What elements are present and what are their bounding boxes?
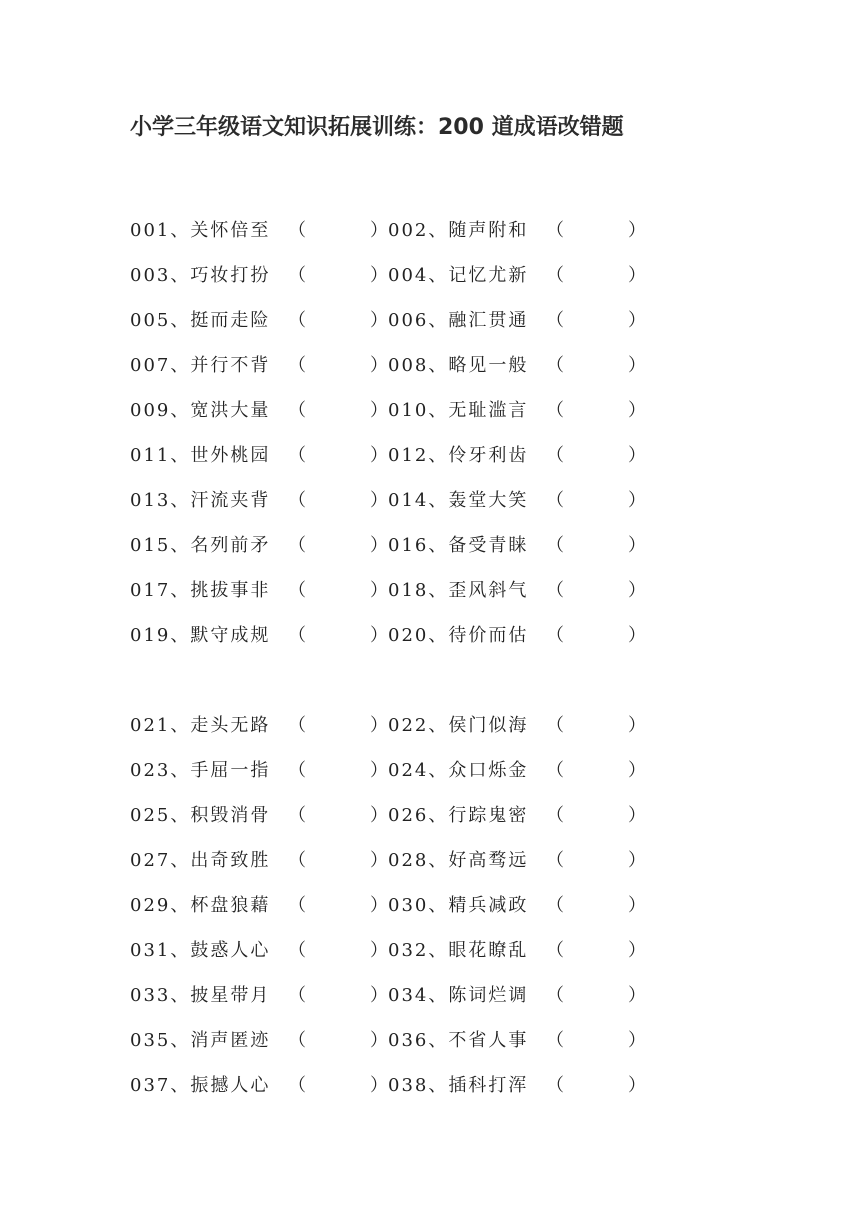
answer-blank-open: （ [546, 715, 566, 736]
answer-blank-open: （ [546, 1075, 566, 1096]
exercise-item [388, 486, 646, 516]
page-title: 小学三年级语文知识拓展训练：200 道成语改错题 [130, 115, 624, 140]
exercise-item [130, 216, 388, 246]
exercise-item [130, 261, 388, 291]
idiom-text: 011、世外桃园 [130, 445, 271, 466]
exercise-row [130, 306, 690, 351]
answer-blank-close: ） [628, 1075, 648, 1096]
answer-blank-open: （ [546, 400, 566, 421]
exercise-item [130, 531, 388, 561]
exercise-item [388, 711, 646, 741]
answer-blank-close: ） [628, 1030, 648, 1051]
exercise-item [388, 396, 646, 426]
answer-blank-open: （ [288, 760, 308, 781]
exercise-item [130, 891, 388, 921]
answer-blank-open: （ [546, 220, 566, 241]
answer-blank-close: ） [628, 220, 648, 241]
idiom-text: 016、备受青睐 [388, 535, 529, 556]
idiom-text: 009、宽洪大量 [130, 400, 271, 421]
answer-blank-open: （ [288, 445, 308, 466]
answer-blank-close: ） [370, 400, 390, 421]
answer-blank-close: ） [628, 760, 648, 781]
idiom-text: 035、消声匿迹 [130, 1030, 271, 1051]
exercise-item [388, 351, 646, 381]
answer-blank-open: （ [546, 760, 566, 781]
answer-blank-open: （ [288, 895, 308, 916]
answer-blank-close: ） [370, 265, 390, 286]
answer-blank-open: （ [288, 1075, 308, 1096]
exercise-item [388, 441, 646, 471]
exercise-item [130, 441, 388, 471]
idiom-text: 036、不省人事 [388, 1030, 529, 1051]
exercise-item [130, 486, 388, 516]
answer-blank-close: ） [628, 580, 648, 601]
exercise-row [130, 1026, 690, 1071]
answer-blank-close: ） [370, 940, 390, 961]
answer-blank-open: （ [546, 1030, 566, 1051]
idiom-text: 020、待价而估 [388, 625, 529, 646]
idiom-text: 027、出奇致胜 [130, 850, 271, 871]
answer-blank-close: ） [370, 1075, 390, 1096]
answer-blank-close: ） [628, 445, 648, 466]
idiom-text: 006、融汇贯通 [388, 310, 529, 331]
idiom-text: 014、轰堂大笑 [388, 490, 529, 511]
idiom-text: 017、挑拔事非 [130, 580, 271, 601]
exercise-item [130, 621, 388, 651]
answer-blank-close: ） [370, 535, 390, 556]
answer-blank-open: （ [288, 625, 308, 646]
answer-blank-open: （ [546, 805, 566, 826]
exercise-item [388, 1071, 646, 1101]
answer-blank-open: （ [546, 850, 566, 871]
answer-blank-close: ） [628, 625, 648, 646]
answer-blank-close: ） [628, 895, 648, 916]
exercise-row [130, 576, 690, 621]
answer-blank-close: ） [628, 715, 648, 736]
answer-blank-close: ） [370, 220, 390, 241]
idiom-text: 025、积毁消骨 [130, 805, 271, 826]
exercise-item [130, 936, 388, 966]
answer-blank-close: ） [370, 625, 390, 646]
answer-blank-open: （ [288, 490, 308, 511]
exercise-row [130, 801, 690, 846]
exercise-row [130, 486, 690, 531]
exercise-item [388, 531, 646, 561]
answer-blank-close: ） [628, 850, 648, 871]
exercise-row [130, 756, 690, 801]
exercise-item [130, 1071, 388, 1101]
answer-blank-open: （ [288, 940, 308, 961]
answer-blank-open: （ [546, 265, 566, 286]
exercise-row [130, 621, 690, 666]
idiom-text: 021、走头无路 [130, 715, 271, 736]
idiom-text: 023、手屈一指 [130, 760, 271, 781]
answer-blank-close: ） [370, 760, 390, 781]
exercise-row [130, 396, 690, 441]
answer-blank-close: ） [628, 400, 648, 421]
answer-blank-open: （ [288, 355, 308, 376]
exercise-item [130, 306, 388, 336]
answer-blank-close: ） [370, 850, 390, 871]
idiom-text: 002、随声附和 [388, 220, 529, 241]
answer-blank-close: ） [370, 355, 390, 376]
answer-blank-open: （ [546, 985, 566, 1006]
idiom-text: 028、好高骛远 [388, 850, 529, 871]
answer-blank-close: ） [628, 805, 648, 826]
exercise-item [130, 846, 388, 876]
idiom-text: 029、杯盘狼藉 [130, 895, 271, 916]
exercise-item [388, 1026, 646, 1056]
exercise-item [388, 846, 646, 876]
exercise-item [388, 756, 646, 786]
answer-blank-close: ） [628, 265, 648, 286]
idiom-text: 003、巧妆打扮 [130, 265, 271, 286]
answer-blank-open: （ [546, 940, 566, 961]
idiom-text: 010、无耻滥言 [388, 400, 529, 421]
idiom-text: 037、振撼人心 [130, 1075, 271, 1096]
exercise-item [388, 576, 646, 606]
answer-blank-open: （ [546, 310, 566, 331]
idiom-text: 038、插科打浑 [388, 1075, 529, 1096]
answer-blank-close: ） [370, 445, 390, 466]
answer-blank-open: （ [288, 265, 308, 286]
answer-blank-open: （ [288, 715, 308, 736]
idiom-text: 034、陈词烂调 [388, 985, 529, 1006]
answer-blank-open: （ [546, 625, 566, 646]
answer-blank-close: ） [628, 535, 648, 556]
exercise-item [130, 711, 388, 741]
exercise-item [388, 981, 646, 1011]
idiom-text: 031、鼓惑人心 [130, 940, 271, 961]
idiom-text: 004、记忆尤新 [388, 265, 529, 286]
exercise-row [130, 531, 690, 576]
idiom-text: 033、披星带月 [130, 985, 271, 1006]
exercise-item [388, 891, 646, 921]
answer-blank-open: （ [546, 895, 566, 916]
idiom-text: 019、默守成规 [130, 625, 271, 646]
exercise-row [130, 711, 690, 756]
idiom-text: 018、歪风斜气 [388, 580, 529, 601]
answer-blank-open: （ [288, 310, 308, 331]
answer-blank-close: ） [628, 355, 648, 376]
answer-blank-close: ） [370, 805, 390, 826]
idiom-text: 024、众口烁金 [388, 760, 529, 781]
exercise-item [388, 801, 646, 831]
idiom-text: 007、并行不背 [130, 355, 271, 376]
idiom-text: 013、汗流夹背 [130, 490, 271, 511]
answer-blank-open: （ [546, 580, 566, 601]
idiom-text: 022、侯门似海 [388, 715, 529, 736]
exercise-row [130, 441, 690, 486]
exercise-item [130, 756, 388, 786]
exercise-item [388, 216, 646, 246]
idiom-text: 012、伶牙利齿 [388, 445, 529, 466]
answer-blank-close: ） [628, 490, 648, 511]
answer-blank-open: （ [288, 805, 308, 826]
exercise-item [388, 306, 646, 336]
exercise-item [388, 621, 646, 651]
answer-blank-close: ） [370, 715, 390, 736]
exercise-row [130, 846, 690, 891]
answer-blank-open: （ [546, 535, 566, 556]
exercise-row [130, 216, 690, 261]
answer-blank-open: （ [288, 535, 308, 556]
exercise-item [130, 396, 388, 426]
idiom-text: 026、行踪鬼密 [388, 805, 529, 826]
exercise-row [130, 1071, 690, 1116]
answer-blank-open: （ [288, 580, 308, 601]
idiom-text: 015、名列前矛 [130, 535, 271, 556]
exercise-row [130, 261, 690, 306]
exercise-item [130, 576, 388, 606]
exercise-row [130, 936, 690, 981]
idiom-text: 032、眼花瞭乱 [388, 940, 529, 961]
answer-blank-close: ） [370, 1030, 390, 1051]
exercise-item [130, 1026, 388, 1056]
exercise-item [388, 261, 646, 291]
answer-blank-close: ） [628, 985, 648, 1006]
answer-blank-open: （ [288, 985, 308, 1006]
exercise-section-2 [130, 711, 690, 1116]
answer-blank-close: ） [628, 940, 648, 961]
answer-blank-close: ） [370, 310, 390, 331]
idiom-text: 005、挺而走险 [130, 310, 271, 331]
exercise-item [388, 936, 646, 966]
exercise-item [130, 351, 388, 381]
answer-blank-open: （ [546, 490, 566, 511]
answer-blank-open: （ [288, 400, 308, 421]
answer-blank-open: （ [288, 220, 308, 241]
exercise-row [130, 981, 690, 1026]
answer-blank-open: （ [546, 355, 566, 376]
answer-blank-open: （ [288, 850, 308, 871]
answer-blank-open: （ [546, 445, 566, 466]
answer-blank-close: ） [370, 895, 390, 916]
exercise-section-1 [130, 216, 690, 666]
answer-blank-open: （ [288, 1030, 308, 1051]
answer-blank-close: ） [628, 310, 648, 331]
exercise-item [130, 801, 388, 831]
exercise-row [130, 351, 690, 396]
answer-blank-close: ） [370, 985, 390, 1006]
idiom-text: 008、略见一般 [388, 355, 529, 376]
exercise-item [130, 981, 388, 1011]
exercise-row [130, 891, 690, 936]
idiom-text: 001、关怀倍至 [130, 220, 271, 241]
answer-blank-close: ） [370, 490, 390, 511]
idiom-text: 030、精兵减政 [388, 895, 529, 916]
answer-blank-close: ） [370, 580, 390, 601]
